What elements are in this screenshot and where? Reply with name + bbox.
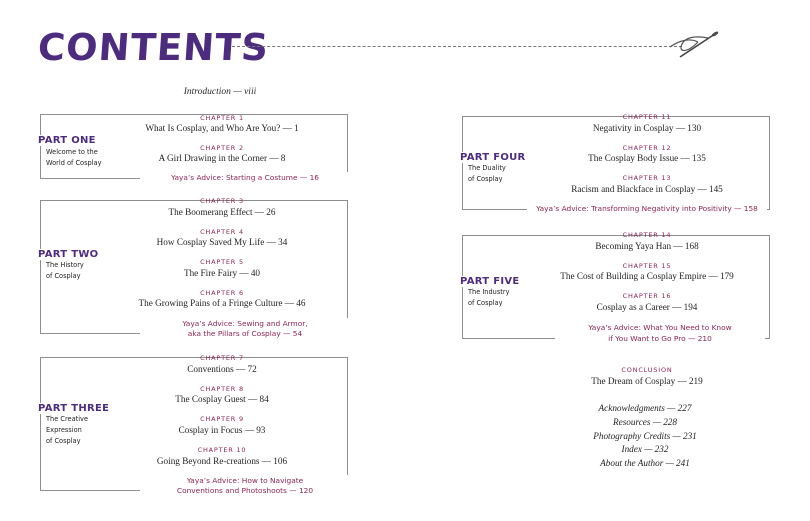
part-one-label: PART ONE	[38, 135, 96, 146]
introduction-entry[interactable]: Introduction — viii	[183, 87, 257, 97]
dashed-stitch-line	[232, 46, 682, 47]
part-four-subtitle: The Duality of Cosplay	[468, 164, 506, 183]
needle-and-thread-icon	[668, 26, 724, 64]
chapter-title[interactable]: The Cosplay Body Issue — 135	[588, 153, 706, 163]
yaya-advice-entry[interactable]: if You Want to Go Pro — 210	[555, 333, 765, 345]
conclusion-title[interactable]: The Dream of Cosplay — 219	[591, 376, 703, 386]
chapter-label: CHAPTER 4	[200, 228, 244, 236]
chapter-label: CHAPTER 12	[622, 144, 672, 152]
yaya-advice-entry[interactable]: aka the Pillars of Cosplay — 54	[140, 328, 350, 340]
chapter-title[interactable]: The Boomerang Effect — 26	[168, 207, 276, 217]
chapter-title[interactable]: Cosplay in Focus — 93	[178, 425, 266, 435]
part-five-label: PART FIVE	[460, 276, 520, 287]
chapter-label: CHAPTER 1	[200, 114, 244, 122]
yaya-advice-entry[interactable]: Conventions and Photoshoots — 120	[140, 485, 350, 497]
part-two-frame	[40, 200, 348, 334]
chapter-label: CHAPTER 13	[622, 174, 672, 182]
chapter-label: CHAPTER 14	[622, 231, 672, 239]
chapter-title[interactable]: How Cosplay Saved My Life — 34	[156, 237, 288, 247]
conclusion-label: CONCLUSION	[621, 366, 673, 374]
back-matter-entry[interactable]: Photography Credits — 231	[593, 431, 697, 441]
back-matter-entry[interactable]: Acknowledgments — 227	[598, 403, 692, 413]
back-matter-entry[interactable]: Index — 232	[621, 444, 669, 454]
chapter-label: CHAPTER 2	[200, 144, 244, 152]
chapter-label: CHAPTER 9	[200, 415, 244, 423]
chapter-label: CHAPTER 6	[200, 289, 244, 297]
part-one-subtitle: Welcome to the World of Cosplay	[46, 148, 102, 167]
yaya-advice-entry[interactable]: Yaya’s Advice: What You Need to Know	[555, 322, 765, 334]
back-matter-entry[interactable]: Resources — 228	[613, 417, 677, 427]
chapter-title[interactable]: A Girl Drawing in the Corner — 8	[158, 153, 286, 163]
chapter-label: CHAPTER 10	[197, 446, 247, 454]
back-matter-entry[interactable]: About the Author — 241	[600, 458, 690, 468]
part-two-subtitle: The History of Cosplay	[46, 261, 84, 280]
chapter-label: CHAPTER 8	[200, 385, 244, 393]
chapter-title[interactable]: The Cosplay Guest — 84	[175, 394, 269, 404]
chapter-title[interactable]: The Cost of Building a Cosplay Empire — 179	[560, 271, 734, 281]
chapter-label: CHAPTER 15	[622, 262, 672, 270]
chapter-title[interactable]: Negativity in Cosplay — 130	[592, 123, 702, 133]
chapter-title[interactable]: The Growing Pains of a Fringe Culture — 46	[138, 298, 306, 308]
page-title: CONTENTS	[36, 26, 271, 69]
part-two-label: PART TWO	[38, 249, 99, 260]
part-three-subtitle: The Creative Expression of Cosplay	[46, 415, 89, 445]
chapter-title[interactable]: Racism and Blackface in Cosplay — 145	[571, 184, 723, 194]
chapter-label: CHAPTER 7	[200, 354, 244, 362]
chapter-label: CHAPTER 3	[200, 197, 244, 205]
part-five-subtitle: The Industry of Cosplay	[468, 288, 510, 307]
chapter-label: CHAPTER 16	[622, 292, 672, 300]
yaya-advice-entry[interactable]: Yaya’s Advice: Transforming Negativity into Positivity — 158	[527, 203, 767, 215]
chapter-label: CHAPTER 5	[200, 258, 244, 266]
part-four-label: PART FOUR	[460, 152, 526, 163]
yaya-advice-entry[interactable]: Yaya’s Advice: Sewing and Armor,	[140, 318, 350, 330]
chapter-label: CHAPTER 11	[622, 113, 672, 121]
chapter-title[interactable]: Cosplay as a Career — 194	[596, 302, 698, 312]
chapter-title[interactable]: Going Beyond Re-creations — 106	[156, 456, 288, 466]
chapter-title[interactable]: What Is Cosplay, and Who Are You? — 1	[145, 123, 299, 133]
part-three-label: PART THREE	[38, 403, 110, 414]
chapter-title[interactable]: Conventions — 72	[187, 364, 257, 374]
chapter-title[interactable]: The Fire Fairy — 40	[183, 268, 261, 278]
yaya-advice-entry[interactable]: Yaya’s Advice: How to Navigate	[140, 475, 350, 487]
yaya-advice-entry[interactable]: Yaya’s Advice: Starting a Costume — 16	[140, 172, 350, 184]
chapter-title[interactable]: Becoming Yaya Han — 168	[595, 241, 699, 251]
